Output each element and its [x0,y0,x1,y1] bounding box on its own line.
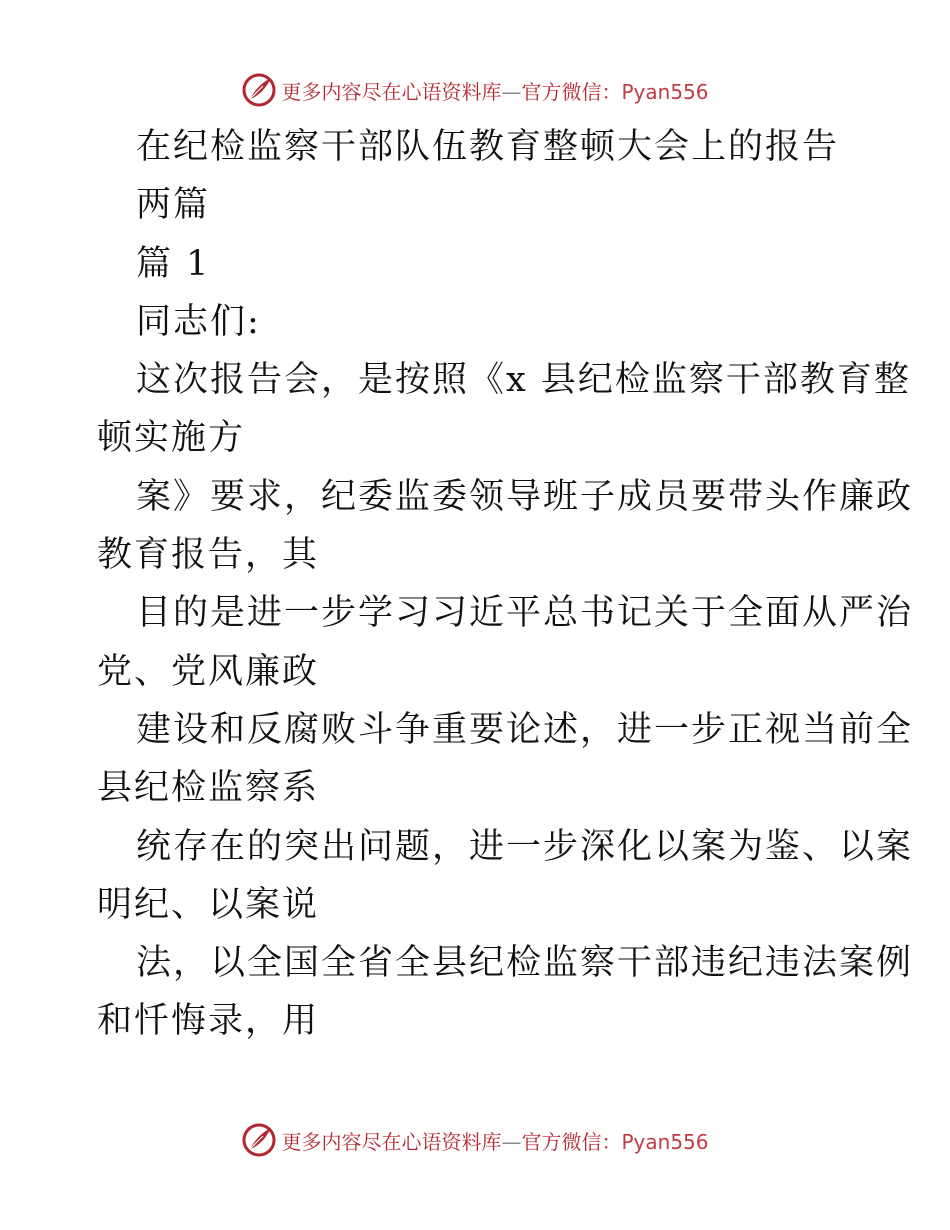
footer-watermark [0,1118,950,1162]
paragraph-line: 这次报告会，是按照《x 县纪检监察干部教育整 [136,360,911,401]
paragraph-line: 明纪、以案说 [97,884,320,925]
watermark-wechat-id: Pyan556 [621,79,709,104]
document-title-line-1: 在纪检监察干部队伍教育整顿大会上的报告 [136,127,840,167]
watermark-slogan: 更多内容尽在心语资料库 [281,79,502,104]
watermark-wechat-id: Pyan556 [621,1129,709,1154]
header-watermark [0,68,950,112]
paragraph-line: 建设和反腐败斗争重要论述，进一步正视当前全 [136,709,914,750]
paragraph-line: 教育报告，其 [97,535,320,576]
paragraph-line: 县纪检监察系 [97,768,320,809]
feather-pen-logo-icon [241,1122,277,1158]
section-heading: 篇 1 [136,243,211,284]
salutation: 同志们: [136,301,261,342]
watermark-dash: — [501,79,522,104]
watermark-wechat-label: 官方微信： [521,79,622,104]
paragraph-line: 案》要求，纪委监委领导班子成员要带头作廉政 [136,476,914,517]
document-body [0,118,950,1051]
paragraph-line: 法，以全国全省全县纪检监察干部违纪违法案例 [136,943,914,984]
watermark-text [281,76,708,105]
paragraph-line: 和忏悔录，用 [97,1001,320,1042]
watermark-slogan: 更多内容尽在心语资料库 [281,1129,502,1154]
paragraph-line: 统存在的突出问题，进一步深化以案为鉴、以案 [136,826,914,867]
feather-pen-logo-icon [241,72,277,108]
document-title-line-2: 两篇 [136,185,211,226]
watermark-dash: — [501,1129,522,1154]
paragraph-line: 顿实施方 [97,418,246,459]
paragraph-line: 目的是进一步学习习近平总书记关于全面从严治 [136,593,914,634]
watermark-wechat-label: 官方微信： [521,1129,622,1154]
paragraph-line: 党、党风廉政 [97,651,320,692]
watermark-text [281,1126,708,1155]
